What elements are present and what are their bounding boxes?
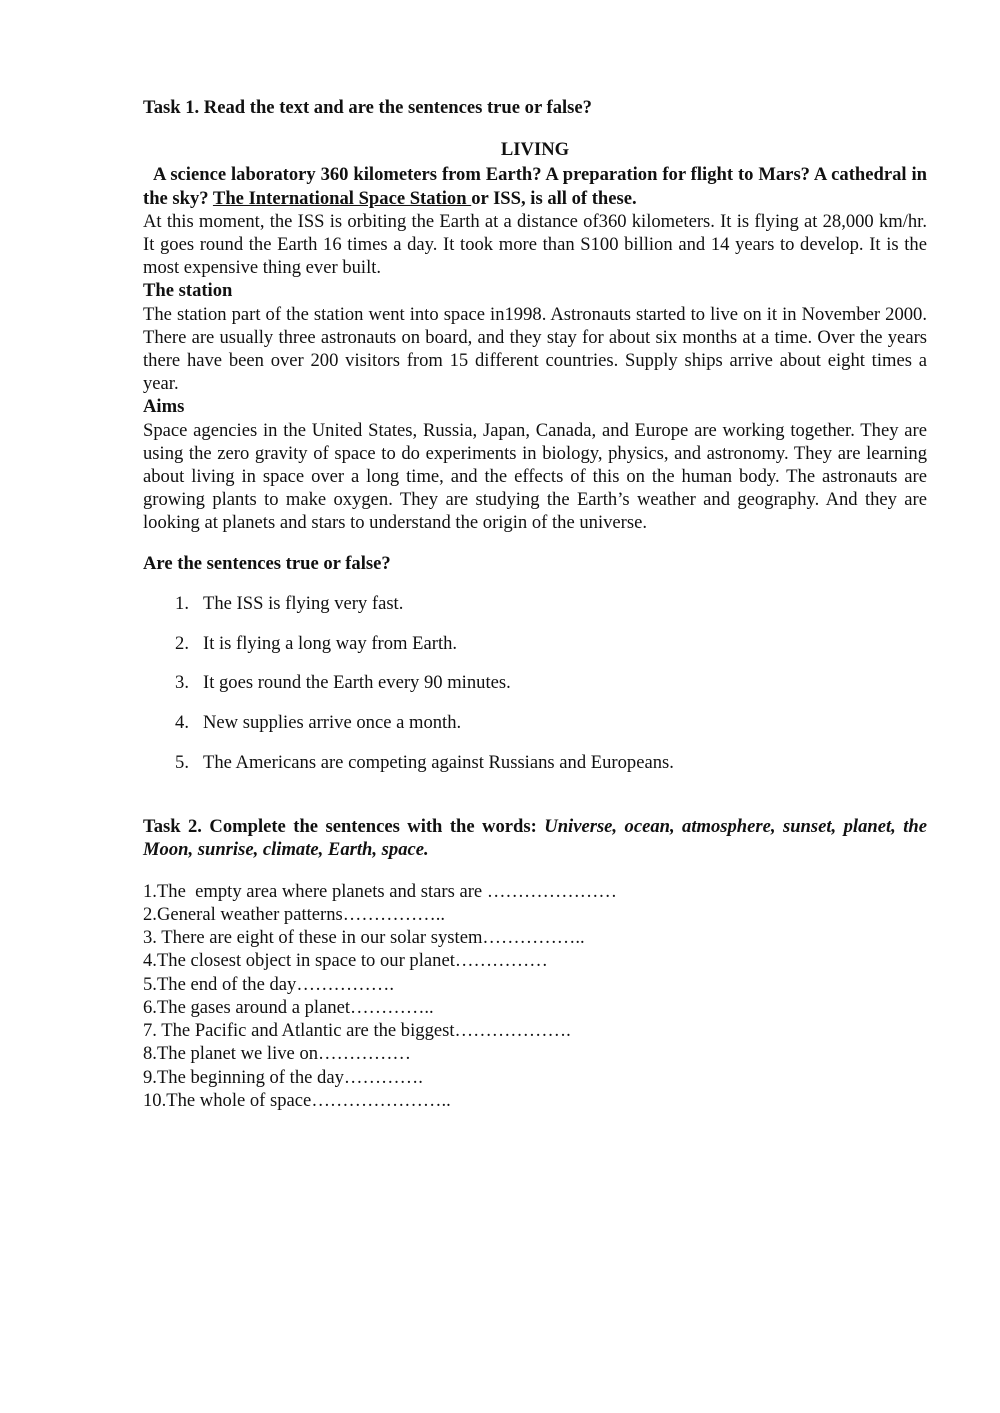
list-item [143, 592, 927, 615]
list-item-number: 3. [175, 672, 189, 694]
fill-in-item: 1.The empty area where planets and stars are ………………… [143, 880, 617, 902]
list-item-text: The ISS is flying very fast. [203, 592, 404, 614]
fill-in-item: 6.The gases around a planet………….. [143, 996, 434, 1018]
reading-intro [143, 163, 927, 209]
fill-in-item: 8.The planet we live on…………… [143, 1043, 412, 1065]
list-item [143, 711, 927, 734]
list-item-number: 5. [175, 751, 189, 773]
list-item [143, 751, 927, 774]
task2-word-bank: Universe, ocean, atmosphere, sunset, planet, the Moon, sunrise, climate, Earth, space. [143, 815, 928, 861]
intro-text-end: or ISS, is all of these. [471, 187, 637, 209]
list-item [143, 632, 927, 655]
paragraph-2: The station part of the station went into space in1998. Astronauts started to live on it in November 2000. There are usually three astronauts on board, and they stay for about six months at a time. Over the years there have been over 200 visitors from 15 different countries. Supply ships arrive about eight times a year. [143, 303, 927, 395]
list-item-number: 1. [175, 592, 189, 614]
list-item-number: 4. [175, 711, 189, 733]
true-false-heading: Are the sentences true or false? [143, 552, 391, 574]
intro-underlined-text: The International Space Station [212, 187, 472, 209]
fill-in-item: 7. The Pacific and Atlantic are the biggest………………. [143, 1020, 571, 1042]
paragraph-3: Space agencies in the United States, Russia, Japan, Canada, and Europe are working together. They are using the zero gravity of space to do experiments in biology, physics, and astronomy. They are learning about living in space over a long time, and the effects of this on the human body. The astronauts are growing plants to make oxygen. They are studying the Earth’s weather and geography. And they are looking at planets and stars to understand the origin of the universe. [143, 419, 927, 534]
fill-in-item: 2.General weather patterns…………….. [143, 904, 446, 926]
list-item [143, 671, 927, 694]
intro-text-start: A science laboratory 360 kilometers from Earth? A preparation for flight to Mars? A cathedral in the sky? [143, 164, 927, 209]
fill-in-item: 5.The end of the day……………. [143, 973, 394, 995]
list-item-text: New supplies arrive once a month. [203, 711, 462, 733]
list-item-number: 2. [175, 632, 189, 654]
list-item-text: The Americans are competing against Russians and Europeans. [203, 751, 674, 773]
true-false-list [143, 592, 927, 774]
task1-title: Task 1. Read the text and are the sentences true or false? [143, 97, 592, 118]
reading-heading: LIVING [500, 139, 570, 161]
station-heading: The station [143, 280, 233, 302]
aims-heading: Aims [143, 396, 185, 418]
task2-title [143, 815, 927, 861]
fill-in-item: 4.The closest object in space to our planet…………… [143, 950, 548, 972]
fill-in-item: 3. There are eight of these in our solar system…………….. [143, 927, 585, 949]
fill-in-item: 9.The beginning of the day…………. [143, 1066, 423, 1088]
list-item-text: It goes round the Earth every 90 minutes. [203, 672, 511, 694]
task2-instruction: Task 2. Complete the sentences with the words: [143, 815, 545, 837]
worksheet-page [143, 96, 927, 1112]
paragraph-1: At this moment, the ISS is orbiting the Earth at a distance of360 kilometers. It is flying at 28,000 km/hr. It goes round the Earth 16 times a day. It took more than S100 billion and 14 years to develop. It is the most expensive thing ever built. [143, 210, 927, 279]
fill-in-list [143, 880, 927, 1112]
fill-in-item: 10.The whole of space………………….. [143, 1089, 451, 1111]
list-item-text: It is flying a long way from Earth. [203, 632, 458, 654]
